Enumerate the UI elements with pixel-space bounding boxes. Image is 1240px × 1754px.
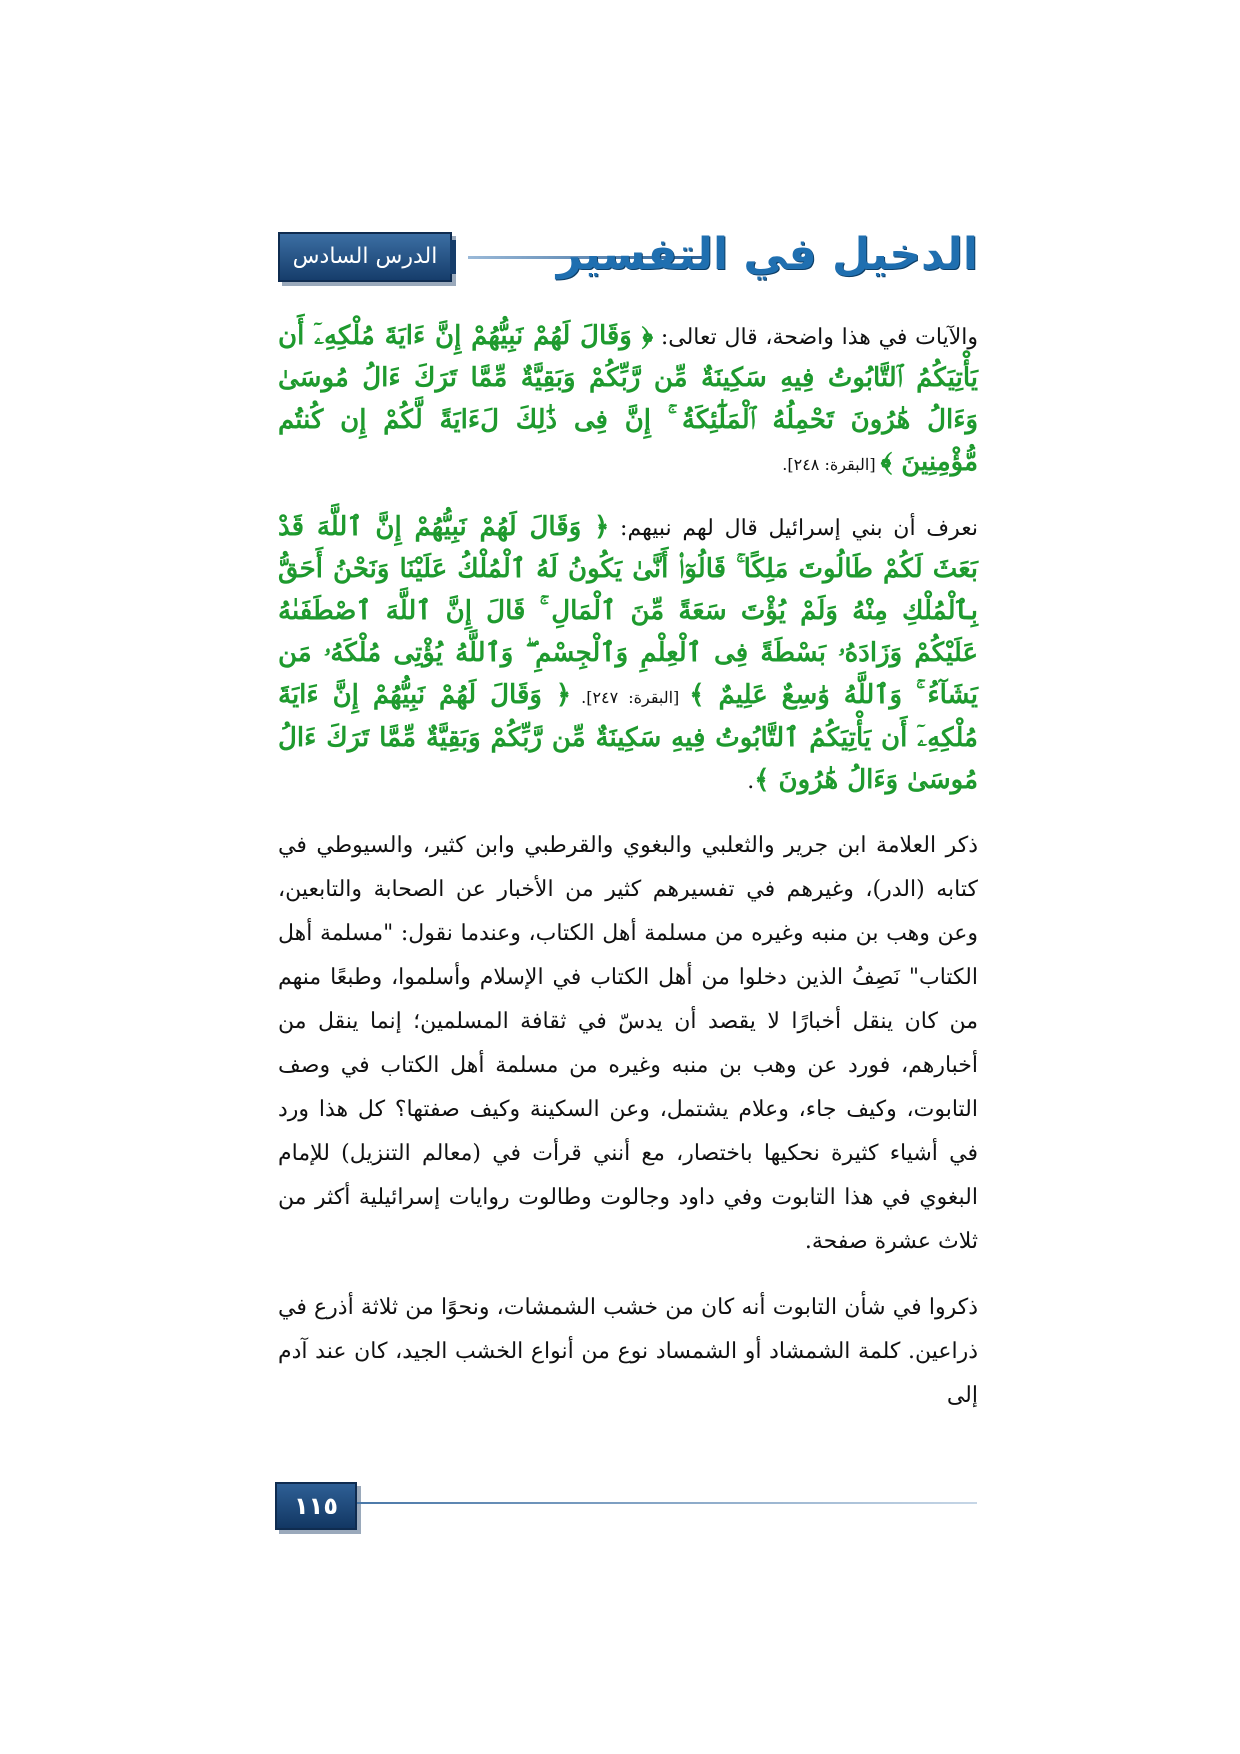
page-body — [278, 316, 978, 1440]
paragraph-3: ذكر العلامة ابن جرير والثعلبي والبغوي والقرطبي وابن كثير، والسيوطي في كتابه (الدر)، وغيرهم في تفسيرهم كثير من الأخبار عن الصحابة والتابعين، وعن وهب بن منبه وغيره من مسلمة أهل الكتاب، وعندما نقول: "مسلمة أهل الكتاب" نَصِفُ الذين دخلوا من أهل الكتاب في الإسلام وأسلموا، وطبعًا منهم من كان ينقل أخبارًا لا يقصد أن يدسّ في ثقافة المسلمين؛ إنما ينقل من أخبارهم، فورد عن وهب بن منبه وغيره من مسلمة أهل الكتاب في وصف التابوت، وكيف جاء، وعلام يشتمل، وعن السكينة وكيف صفتها؟ كل هذا ورد في أشياء كثيرة نحكيها باختصار، مع أنني قرأت في (معالم التنزيل) للإمام البغوي في هذا التابوت وفي داود وجالوت وطالوت روايات إسرائيلية أكثر من ثلاث عشرة صفحة. — [278, 833, 978, 1254]
book-title: الدخيل في التفسير — [556, 229, 978, 280]
quran-verse: ﴿ وَقَالَ لَهُمْ نَبِيُّهُمْ إِنَّ ءَايَةَ مُلْكِهِۦٓ أَن يَأْتِيَكُمُ ٱلتَّابُوتُ فِيهِ سَكِينَةٌ مِّن رَّبِّكُمْ وَبَقِيَّةٌ مِّمَّا تَرَكَ ءَالُ مُوسَىٰ وَءَالُ هَٰرُونَ تَحْمِلُهُ ٱلْمَلَٰٓئِكَةُ ۚ إِنَّ فِى ذَٰلِكَ لَءَايَةً لَّكُمْ إِن كُنتُم مُّؤْمِنِينَ ﴾ — [278, 321, 978, 477]
quran-verse: ﴿ وَقَالَ لَهُمْ نَبِيُّهُمْ إِنَّ ءَايَةَ مُلْكِهِۦٓ أَن يَأْتِيَكُمُ ٱلتَّابُوتُ فِيهِ سَكِينَةٌ مِّن رَّبِّكُمْ وَبَقِيَّةٌ مِّمَّا تَرَكَ ءَالُ مُوسَىٰ وَءَالُ هَٰرُونَ ﴾ — [278, 680, 978, 795]
verse-reference: [البقرة: ٢٤٨]. — [782, 455, 881, 474]
paragraph-1-intro: والآيات في هذا واضحة، قال تعالى: — [653, 325, 978, 350]
paragraph-1 — [278, 316, 978, 485]
page-number: ١١٥ — [275, 1482, 357, 1530]
footer-divider — [357, 1502, 977, 1504]
paragraph-4: ذكروا في شأن التابوت أنه كان من خشب الشمشات، ونحوًا من ثلاثة أذرع في ذراعين. كلمة الشمشاد أو الشمساد نوع من أنواع الخشب الجيد، كان عند آدم إلى — [278, 1295, 978, 1408]
verse-reference: [البقرة: ٢٤٧]. — [571, 688, 690, 707]
paragraph-2-end: . — [747, 769, 755, 794]
page-footer — [275, 1482, 975, 1530]
quran-verse: ﴿ وَقَالَ لَهُمْ نَبِيُّهُمْ إِنَّ ٱللَّهَ قَدْ بَعَثَ لَكُمْ طَالُوتَ مَلِكًا ۚ قَالُوٓا۟ أَنَّىٰ يَكُونُ لَهُ ٱلْمُلْكُ عَلَيْنَا وَنَحْنُ أَحَقُّ بِٱلْمُلْكِ مِنْهُ وَلَمْ يُؤْتَ سَعَةً مِّنَ ٱلْمَالِ ۚ قَالَ إِنَّ ٱللَّهَ ٱصْطَفَىٰهُ عَلَيْكُمْ وَزَادَهُۥ بَسْطَةً فِى ٱلْعِلْمِ وَٱلْجِسْمِ ۖ وَٱللَّهُ يُؤْتِى مُلْكَهُۥ مَن يَشَآءُ ۚ وَٱللَّهُ وَٰسِعٌ عَلِيمٌ ﴾ — [278, 512, 978, 710]
paragraph-2 — [278, 507, 978, 802]
paragraph-2-intro: نعرف أن بني إسرائيل قال لهم نبيهم: — [609, 516, 978, 541]
page-header — [268, 228, 978, 298]
lesson-badge: الدرس السادس — [278, 232, 452, 282]
